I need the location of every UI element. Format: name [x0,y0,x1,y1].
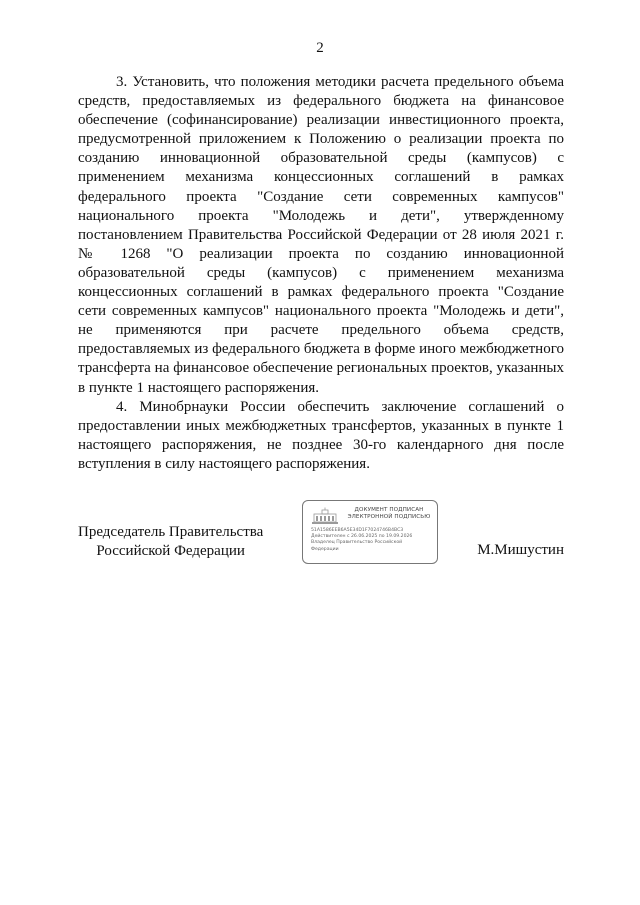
stamp-details [311,528,435,553]
paragraph-item-4: 4. Минобрнауки России обеспечить заключение соглашений о предоставлении иных межбюджетных трансфертов, указанных в пункте 1 настоящего распоряжения, не позднее 30-го календарного дня после вступления в силу настоящего распоряжения. [78,398,564,472]
stamp-validity: Действителен с 26.06.2025 по 19.09.2026 [311,534,413,540]
signer-name: М.Мишустин [477,542,564,558]
government-building-icon [311,507,339,525]
stamp-issuer-line2: Федерации [311,546,339,552]
signatory-title [78,523,263,561]
document-body [78,73,564,474]
stamp-title [343,507,435,521]
stamp-issuer-line1: Владелец Правительство Российской [311,540,403,546]
stamp-certificate: 51A1586EEB6A5E34D1F7024746B4BC3 [311,528,404,533]
signatory-title-line2: Российской Федерации [96,543,245,559]
electronic-signature-stamp [302,500,438,564]
stamp-title-line1: ДОКУМЕНТ ПОДПИСАН [354,507,424,513]
stamp-title-line2: ЭЛЕКТРОННОЙ ПОДПИСЬЮ [347,514,431,520]
paragraph-item-3: 3. Установить, что положения методики расчета предельного объема средств, предоставляемых из федерального бюджета на финансовое обеспечение (софинансирование) реализации инвестиционного проекта, предусмотренной приложением к Положению о реализации проекта по созданию инновационной образовательной среды (кампусов) с применением механизма концессионных соглашений в рамках федерального проекта "Создание сети современных кампусов" национального проекта "Молодежь и дети", утвержденному постановлением Правительства Российской Федерации от 28 июля 2021 г. № 1268 "О реализации проекта по созданию инновационной образовательной среды (кампусов) с применением механизма концессионных соглашений в рамках федерального проекта "Создание сети современных кампусов" национального проекта "Молодежь и дети", не применяются при расчете предельного объема средств, предоставляемых из федерального бюджета в форме иного межбюджетного трансферта на финансовое обеспечение региональных проектов, указанных в пункте 1 настоящего распоряжения. [78,74,564,396]
page-number: 2 [316,40,324,56]
signatory-title-line1: Председатель Правительства [78,524,264,540]
